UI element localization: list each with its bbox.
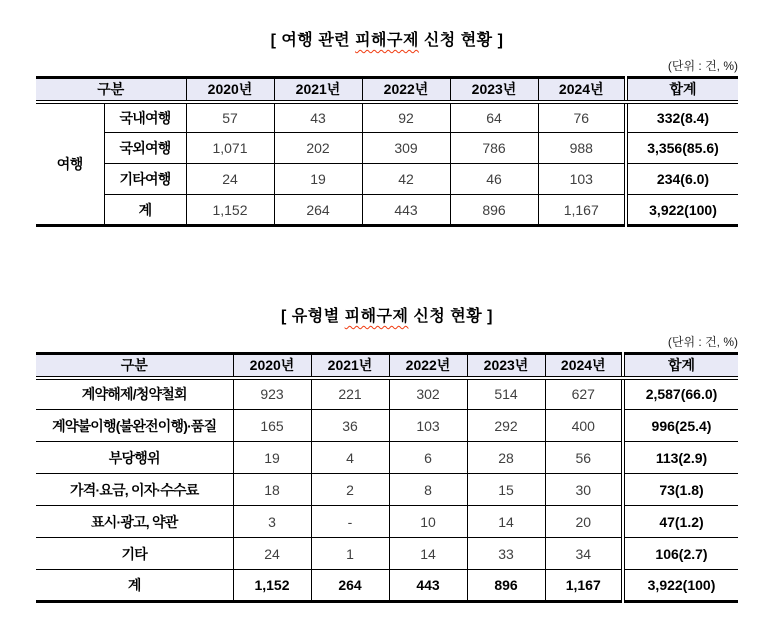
table-row <box>36 506 738 538</box>
value-cell: 1,152 <box>186 195 274 226</box>
title-marked-word: 피해구제 <box>344 308 409 325</box>
table-row <box>36 102 738 133</box>
value-cell: 18 <box>233 474 311 506</box>
value-cell: 14 <box>389 538 467 570</box>
table-row <box>36 164 738 195</box>
header-year-2023: 2023년 <box>450 78 538 102</box>
table-row <box>36 538 738 570</box>
row-label: 기타 <box>36 538 233 570</box>
title-text: 신청 현황 ] <box>418 32 504 49</box>
value-cell: 786 <box>450 133 538 164</box>
travel-table <box>36 76 738 227</box>
value-cell: 923 <box>233 378 311 410</box>
value-cell: 14 <box>467 506 545 538</box>
value-cell: 1,071 <box>186 133 274 164</box>
value-cell: 30 <box>545 474 623 506</box>
group-cell: 여행 <box>36 102 104 226</box>
value-cell: 264 <box>311 570 389 602</box>
total-cell: 234(6.0) <box>626 164 738 195</box>
total-cell: 3,922(100) <box>626 195 738 226</box>
title-text: 신청 현황 ] <box>408 308 493 325</box>
value-cell: 165 <box>233 410 311 442</box>
value-cell: 443 <box>362 195 450 226</box>
travel-table-title <box>36 27 738 50</box>
value-cell: 302 <box>389 378 467 410</box>
value-cell: 4 <box>311 442 389 474</box>
value-cell: 76 <box>538 102 626 133</box>
value-cell: 24 <box>233 538 311 570</box>
header-year-2022: 2022년 <box>362 78 450 102</box>
total-cell: 996(25.4) <box>623 410 738 442</box>
value-cell: 34 <box>545 538 623 570</box>
value-cell: 443 <box>389 570 467 602</box>
value-cell: 10 <box>389 506 467 538</box>
table-row <box>36 378 738 410</box>
value-cell: 20 <box>545 506 623 538</box>
value-cell: 24 <box>186 164 274 195</box>
unit-label: (단위 : 건, %) <box>667 335 738 349</box>
table-row <box>36 442 738 474</box>
row-label: 부당행위 <box>36 442 233 474</box>
row-label: 기타여행 <box>104 164 186 195</box>
value-cell: 8 <box>389 474 467 506</box>
table-row-sum <box>36 570 738 602</box>
value-cell: 57 <box>186 102 274 133</box>
total-cell: 2,587(66.0) <box>623 378 738 410</box>
travel-table-section <box>36 0 738 227</box>
header-year-2021: 2021년 <box>274 78 362 102</box>
value-cell: 264 <box>274 195 362 226</box>
value-cell: 42 <box>362 164 450 195</box>
table-row <box>36 474 738 506</box>
header-total: 합계 <box>623 354 738 378</box>
value-cell: 103 <box>389 410 467 442</box>
value-cell: 896 <box>467 570 545 602</box>
total-cell: 106(2.7) <box>623 538 738 570</box>
header-total: 합계 <box>626 78 738 102</box>
value-cell: 309 <box>362 133 450 164</box>
value-cell: - <box>311 506 389 538</box>
header-year-2024: 2024년 <box>538 78 626 102</box>
header-category: 구분 <box>36 354 233 378</box>
title-text: [ 여행 관련 <box>270 32 356 49</box>
title-text: [ 유형별 <box>281 308 345 325</box>
table-row <box>36 410 738 442</box>
row-label: 국외여행 <box>104 133 186 164</box>
value-cell: 202 <box>274 133 362 164</box>
header-year-2020: 2020년 <box>233 354 311 378</box>
header-year-2020: 2020년 <box>186 78 274 102</box>
value-cell: 19 <box>233 442 311 474</box>
value-cell: 221 <box>311 378 389 410</box>
header-year-2023: 2023년 <box>467 354 545 378</box>
value-cell: 292 <box>467 410 545 442</box>
value-cell: 46 <box>450 164 538 195</box>
value-cell: 19 <box>274 164 362 195</box>
value-cell: 1,167 <box>538 195 626 226</box>
row-label: 표시·광고, 약관 <box>36 506 233 538</box>
value-cell: 400 <box>545 410 623 442</box>
value-cell: 56 <box>545 442 623 474</box>
value-cell: 1 <box>311 538 389 570</box>
row-label: 국내여행 <box>104 102 186 133</box>
row-label: 계약불이행(불완전이행)·품질 <box>36 410 233 442</box>
value-cell: 3 <box>233 506 311 538</box>
value-cell: 627 <box>545 378 623 410</box>
value-cell: 988 <box>538 133 626 164</box>
table-row-sum <box>36 195 738 226</box>
type-table <box>36 352 738 603</box>
value-cell: 43 <box>274 102 362 133</box>
header-year-2021: 2021년 <box>311 354 389 378</box>
value-cell: 514 <box>467 378 545 410</box>
row-label: 계 <box>36 570 233 602</box>
title-marked-word: 피해구제 <box>355 32 419 49</box>
unit-label: (단위 : 건, %) <box>667 59 738 73</box>
total-cell: 3,922(100) <box>623 570 738 602</box>
header-category: 구분 <box>36 78 186 102</box>
type-table-title <box>36 303 738 326</box>
value-cell: 36 <box>311 410 389 442</box>
value-cell: 1,167 <box>545 570 623 602</box>
value-cell: 92 <box>362 102 450 133</box>
table-row <box>36 133 738 164</box>
header-year-2024: 2024년 <box>545 354 623 378</box>
total-cell: 47(1.2) <box>623 506 738 538</box>
value-cell: 1,152 <box>233 570 311 602</box>
value-cell: 896 <box>450 195 538 226</box>
value-cell: 103 <box>538 164 626 195</box>
total-cell: 332(8.4) <box>626 102 738 133</box>
total-cell: 3,356(85.6) <box>626 133 738 164</box>
header-year-2022: 2022년 <box>389 354 467 378</box>
value-cell: 6 <box>389 442 467 474</box>
row-label: 계약해제/청약철회 <box>36 378 233 410</box>
row-label: 계 <box>104 195 186 226</box>
value-cell: 33 <box>467 538 545 570</box>
value-cell: 28 <box>467 442 545 474</box>
header-row <box>36 78 738 102</box>
total-cell: 73(1.8) <box>623 474 738 506</box>
header-row <box>36 354 738 378</box>
type-table-section <box>36 227 738 603</box>
row-label: 가격·요금, 이자·수수료 <box>36 474 233 506</box>
value-cell: 64 <box>450 102 538 133</box>
value-cell: 15 <box>467 474 545 506</box>
value-cell: 2 <box>311 474 389 506</box>
total-cell: 113(2.9) <box>623 442 738 474</box>
